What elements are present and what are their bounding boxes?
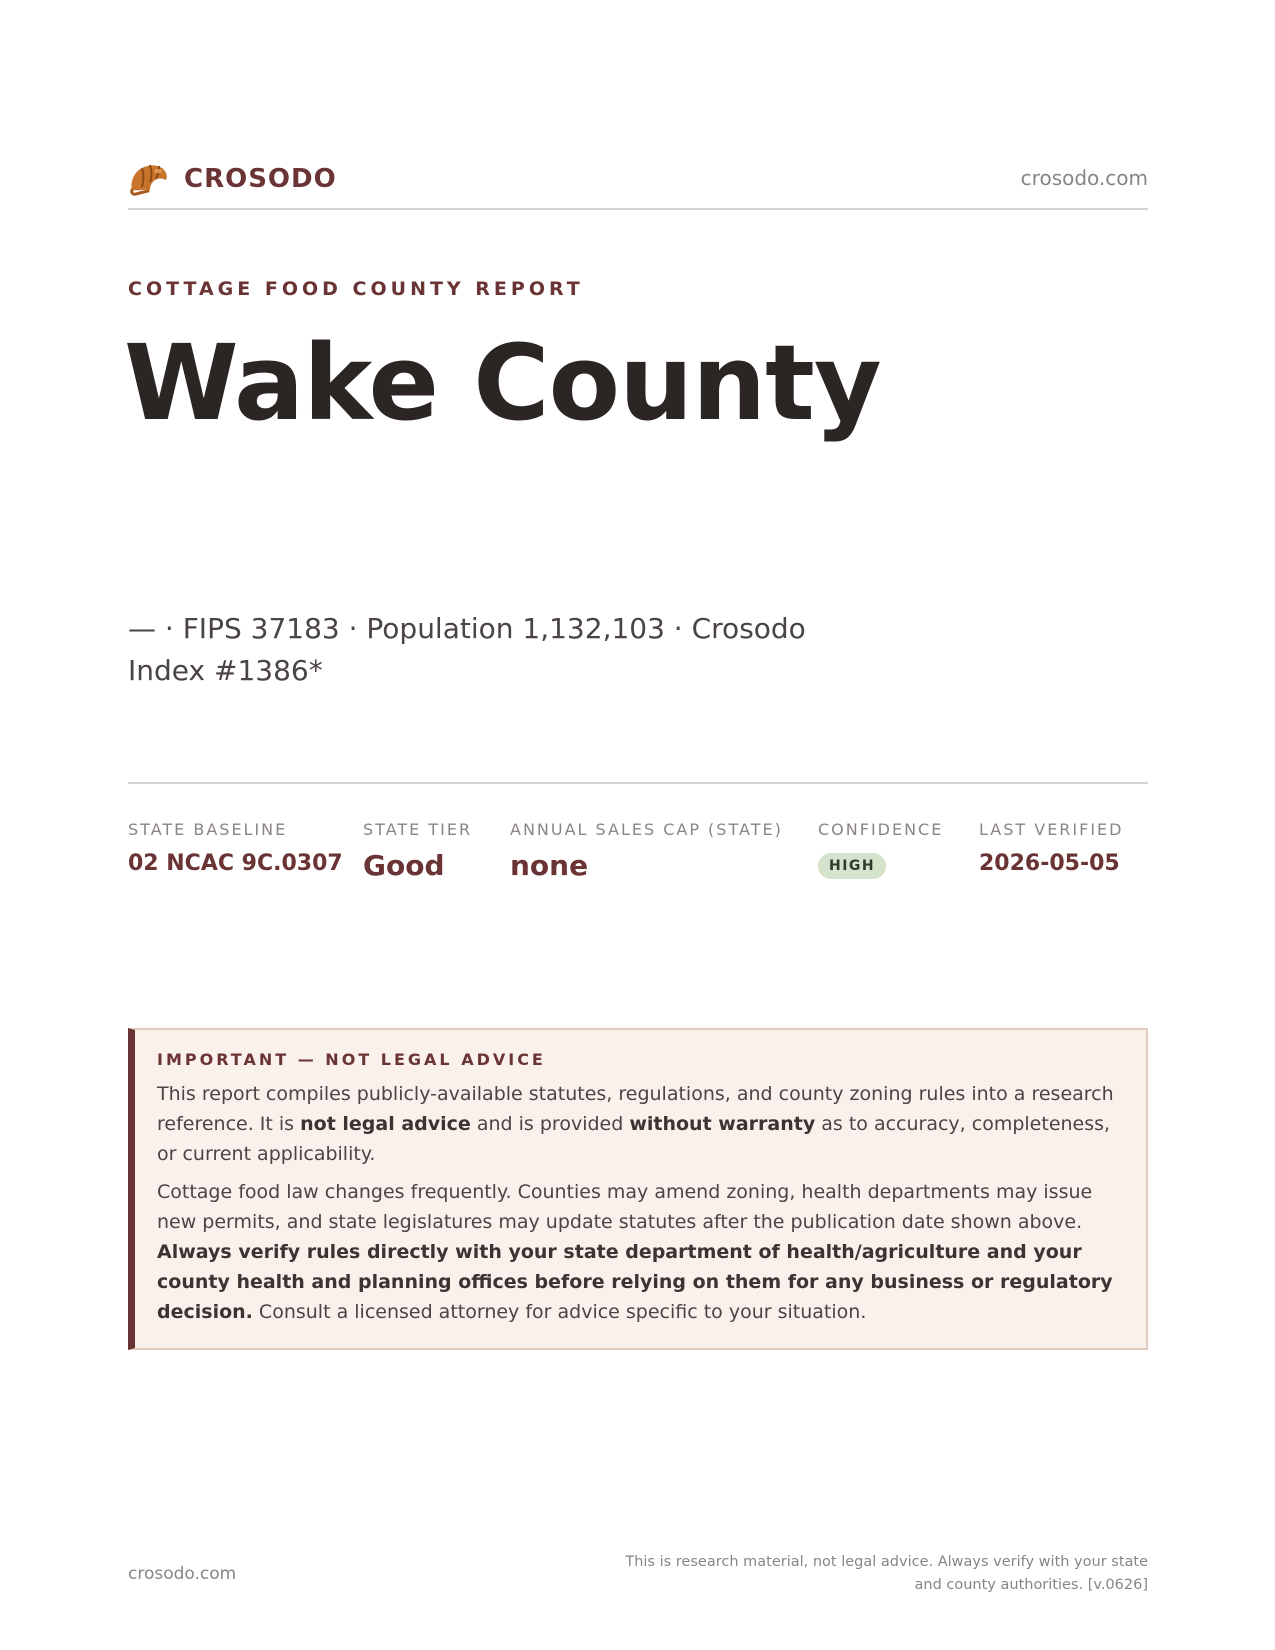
- meta-value: Good: [363, 849, 445, 882]
- report-subtitle: — · FIPS 37183 · Population 1,132,103 · Crosodo Index #1386*: [128, 612, 806, 687]
- header-url-link[interactable]: crosodo.com: [1020, 166, 1148, 190]
- meta-sales-cap: [510, 820, 783, 882]
- status-badge: HIGH: [818, 853, 886, 879]
- notice-heading: IMPORTANT — NOT LEGAL ADVICE: [157, 1050, 546, 1069]
- meta-label: STATE TIER: [363, 820, 473, 839]
- brand-name: CROSODO: [184, 164, 337, 194]
- footer-disclaimer: This is research material, not legal advice. Always verify with your state and county authorities. [v.0626]: [625, 1554, 1148, 1593]
- report-eyebrow: COTTAGE FOOD COUNTY REPORT: [128, 278, 584, 300]
- meta-state-tier: [363, 820, 472, 882]
- page-title: Wake County: [124, 322, 881, 444]
- meta-label: ANNUAL SALES CAP (STATE): [510, 820, 783, 839]
- meta-value: none: [510, 849, 589, 882]
- meta-strip: [128, 820, 1148, 900]
- meta-label: LAST VERIFIED: [979, 820, 1124, 839]
- notice-paragraph-1: This report compiles publicly-available statutes, regulations, and county zoning rules into a research reference. It is not legal advice and is provided without warranty as to accuracy, completeness, or current applicability.: [157, 1083, 1114, 1165]
- meta-label: STATE BASELINE: [128, 820, 288, 839]
- meta-value: 02 NCAC 9C.0307: [128, 851, 343, 876]
- meta-confidence: [818, 820, 943, 879]
- brand: [128, 160, 337, 198]
- legal-notice: [128, 1028, 1148, 1350]
- meta-last-verified: [979, 820, 1123, 876]
- report-page: [124, 0, 1148, 1650]
- meta-divider: [128, 782, 1148, 784]
- notice-paragraph-2: Cottage food law changes frequently. Counties may amend zoning, health departments may issue new permits, and state legislatures may update statutes after the publication date shown above. Always verify rules directly with your state department of health/agriculture and your county health and planning offices before relying on them for any business or regulatory decision. Consult a licensed attorney for advice specific to your situation.: [157, 1181, 1113, 1323]
- meta-value: 2026-05-05: [979, 851, 1120, 876]
- croissant-icon: [128, 160, 170, 198]
- meta-label: CONFIDENCE: [818, 820, 944, 839]
- page-header: [128, 158, 1148, 210]
- meta-state-baseline: [128, 820, 343, 876]
- footer-url-link[interactable]: crosodo.com: [128, 1564, 237, 1584]
